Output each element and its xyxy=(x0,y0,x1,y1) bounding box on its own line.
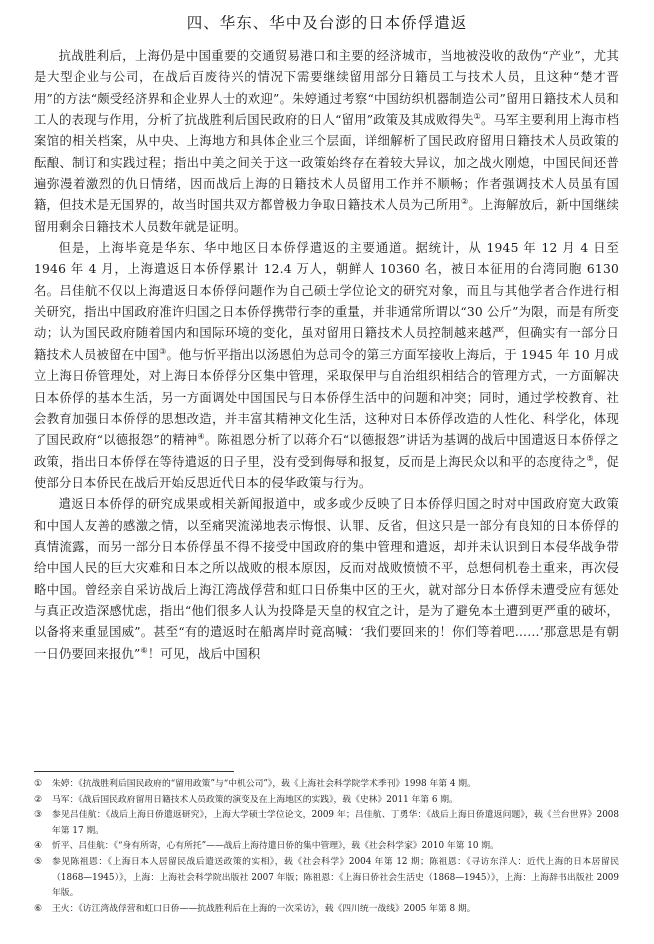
footnote-reference: ① xyxy=(473,112,482,122)
footnote xyxy=(34,777,619,793)
footnote-marker: ⑤ xyxy=(34,856,42,867)
footnote-marker: ③ xyxy=(34,810,42,821)
footnote-text: 马军：《战后国民政府留用日籍技术人员政策的演变及在上海地区的实践》，载《史林》2011 年第 6 期。 xyxy=(52,794,458,805)
paragraph-text: 但是，上海毕竟是华东、华中地区日本侨俘遣返的主要通道。据统计，从 1945 年 12 月 4 日至 1946 年 4 月，上海遣返日本侨俘累计 12.4 万人，朝鲜人 10360 名，被日本征用的台湾同胞 6130 名。吕佳航不仅以上海遣返日本侨俘问题作为自己硕士学位论文的研究对象，而且与其他学者合作进行相关研究，指出中国政府准许归国之日本侨俘携带行李的重量，并非通常所谓以“30 公斤”为限，而是有所变动；认为国民政府随着国内和国际环境的变化，虽对留用日籍技术人员控制越来越严，但确实有一部分日籍技术人员被留在中国 xyxy=(34,241,619,362)
paragraph-text: 。他与忻平指出以汤恩伯为总司令的第三方面军接收上海后，于 1945 年 10 月成立上海日侨管理处，对上海日本侨俘分区集中管理，采取保甲与自治组织相结合的管理方式，一方面解决日本侨俘的基本生活，另一方面调处中国国民与日本侨俘生活中的问题和冲突；同时，通过学校教育、社会教育加强日本侨俘的思想改造，并丰富其精神文化生活，这种对日本侨俘改造的人性化、科学化，体现了国民政府“以德报怨”的精神 xyxy=(34,347,619,448)
footnote-separator xyxy=(34,771,234,772)
body-paragraph xyxy=(34,238,619,494)
footnote-text: 参见陈祖恩：《上海日本人居留民战后遣送政策的实相》，载《社会科学》2004 年第 12 期；陈祖恩：《寻访东洋人：近代上海的日本居留民（1868—1945）》，上海：上海社会科学院出版社 2007 年版；陈祖恩：《上海日侨社会生活史（1868—1945）》，上海：上海辞书出版社 2009 年版。 xyxy=(52,856,619,899)
footnote-marker: ① xyxy=(34,779,42,789)
paragraph-text: 。上海解放后，新中国继续留用剩余日籍技术人员数年就是证明。 xyxy=(34,198,619,234)
footnotes xyxy=(34,777,619,917)
footnote-reference: ③ xyxy=(159,346,167,356)
paragraph-text: ！可见，战后中国积 xyxy=(147,646,261,661)
footnote xyxy=(34,855,619,902)
section-title: 四、华东、华中及台澎的日本侨俘遣返 xyxy=(186,14,468,32)
footnote-text: 参见吕佳航：《战后上海日侨遣返研究》，上海大学硕士学位论文，2009 年；吕佳航、丁勇华：《战后上海日侨遣返问题》，载《兰台世界》2008 年第 17 期。 xyxy=(52,810,619,836)
paragraph-text: 。陈祖恩分析了以蒋介石“以德报怨”讲话为基调的战后中国遣返日本侨俘之政策，指出日本侨俘在等待遣返的日子里，没有受到侮辱和报复，反而是上海民众以和平的态度待之 xyxy=(34,433,620,469)
footnote-reference: ④ xyxy=(197,432,205,442)
footnote xyxy=(34,808,619,839)
paragraph-text: 。马军主要利用上海市档案馆的相关档案，从中央、上海地方和具体企业三个层面，详细解析了国民政府留用日籍技术人员政策的酝酿、制订和实践过程；指出中美之间关于这一政策始终存在着较大异议，加之战火刚熄，中国民间还普遍弥漫着激烈的仇日情绪，因而战后上海的日籍技术人员留用工作并不顺畅；作者强调技术人员虽有国籍，但技术是无国界的，故当时国共双方都曾极力争取日籍技术人员为己所用 xyxy=(34,113,619,213)
footnote-reference: ⑤ xyxy=(586,453,594,463)
footnote xyxy=(34,793,619,809)
footnote xyxy=(34,902,619,918)
paragraph-text: 遣返日本侨俘的研究成果或相关新闻报道中，或多或少反映了日本侨俘归国之时对中国政府宽大政策和中国人友善的感激之情，以至痛哭流涕地表示悔恨、认罪、反省，但这只是一部分有良知的日本侨俘的真情流露，而另一部分日本侨俘虽不得不接受中国政府的集中管理和遣返，却并未认识到日本侵华战争带给中国人民的巨大灾难和日本之所以战败的根本原因，反而对战败愤愤不平，总想伺机卷土重来，再次侵略中国。曾经亲自采访战后上海江湾战俘营和虹口日侨集中区的王火，就对部分日本侨俘未遭受应有惩处与真正改造深感忧虑，指出“他们很多人认为投降是天皇的权宜之计，是为了避免本土遭到更严重的破坏，以备将来重显国威”。甚至“有的遣返时在船离岸时竟高喊：‘我们要回来的！你们等着吧……’那意思是有朝一日仍要回来报仇” xyxy=(34,497,619,661)
footnote xyxy=(34,839,619,855)
footnote-marker: ④ xyxy=(34,841,42,852)
footnote-reference: ② xyxy=(460,197,469,207)
paragraph-text: 抗战胜利后，上海仍是中国重要的交通贸易港口和主要的经济城市，当地被没收的敌伪“产业”，尤其是大型企业与公司，在战后百废待兴的情况下需要继续留用部分日籍员工与技术人员，且这种“楚才晋用”的方法“颇受经济界和企业界人士的欢迎”。朱婷通过考察“中国纺织机器制造公司”留用日籍技术人员和工人的表现与作用，分析了抗战胜利后国民政府的日人“留用”政策及其成败得失 xyxy=(34,49,619,128)
paragraph-text: ，促使部分日本侨民在战后开始反思近代日本的侵华政策与行为。 xyxy=(34,454,619,490)
footnote-marker: ② xyxy=(34,794,42,805)
footnote-text: 王火：《访江湾战俘营和虹口日侨——抗战胜利后在上海的一次采访》，载《四川统一战线》2005 年第 8 期。 xyxy=(52,903,476,914)
body-paragraph xyxy=(34,494,619,665)
footnote-reference: ⑥ xyxy=(140,645,148,655)
footnote-text: 朱婷：《抗战胜利后国民政府的“留用政策”与“中机公司”》，载《上海社会科学院学术季刊》1998 年第 4 期。 xyxy=(52,779,476,789)
body-text xyxy=(34,46,619,665)
body-paragraph xyxy=(34,46,619,238)
footnote-marker: ⑥ xyxy=(34,903,42,914)
footnote-text: 忻平、吕佳航：《“身有所寄，心有所托”——战后上海待遣日侨的集中管理》，载《社会科学家》2010 年第 10 期。 xyxy=(52,841,499,852)
